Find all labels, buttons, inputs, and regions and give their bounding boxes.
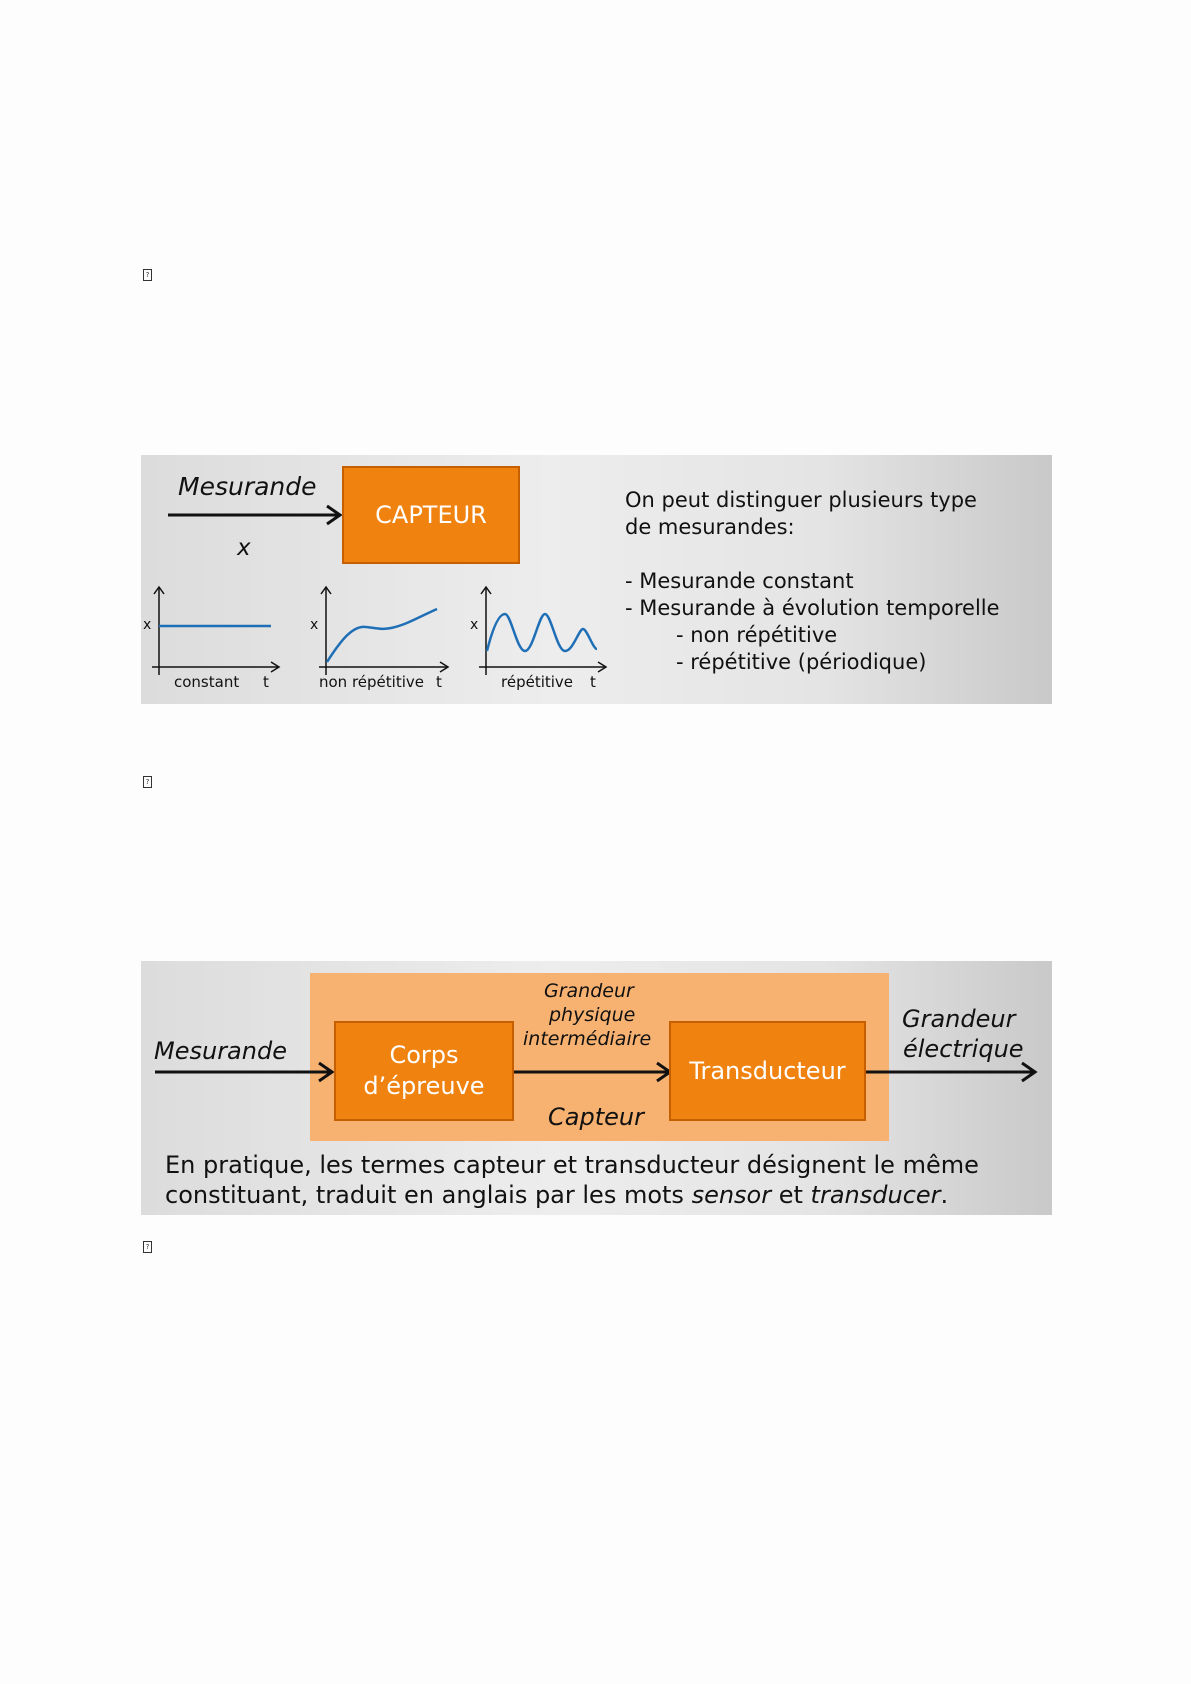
corps-epreuve-box	[334, 1021, 514, 1121]
graph2-t-label: t	[436, 673, 442, 691]
non-repetitive-curve	[327, 609, 437, 662]
transducteur-label: Transducteur	[689, 1057, 846, 1085]
caption-text: constituant, traduit en anglais par les mots	[165, 1181, 692, 1209]
graph-non-repetitive	[319, 587, 448, 675]
mesurande-label: Mesurande	[178, 472, 317, 501]
caption-line-2	[165, 1181, 948, 1209]
capteur-box	[342, 466, 520, 564]
graph1-y-label: x	[143, 617, 152, 633]
caption-sensor: sensor	[691, 1181, 772, 1209]
mesurande-label: Mesurande	[154, 1037, 287, 1065]
placeholder-icon: ?	[143, 1241, 152, 1253]
caption-transducer: transducer	[810, 1181, 941, 1209]
capteur-chain-figure	[141, 961, 1052, 1215]
output-line-1: Grandeur	[902, 1005, 1016, 1033]
caption-et: et	[771, 1181, 811, 1209]
graph1-x-label: constant	[174, 673, 240, 691]
corps-line-2: d’épreuve	[363, 1072, 485, 1100]
graph3-t-label: t	[590, 673, 596, 691]
graph-periodic	[479, 587, 606, 675]
placeholder-icon: ?	[143, 776, 152, 788]
intermediate-line-1: Grandeur	[544, 980, 634, 1002]
mesurande-types-figure	[141, 455, 1052, 704]
capteur-label: Capteur	[548, 1103, 644, 1131]
intro-line-2: de mesurandes:	[625, 515, 795, 539]
list-item: - répétitive (périodique)	[676, 650, 927, 674]
graph3-y-label: x	[470, 617, 479, 633]
output-line-2: électrique	[903, 1035, 1024, 1063]
graph2-y-label: x	[310, 617, 319, 633]
graph3-x-label: répétitive	[501, 673, 574, 691]
variable-x: x	[237, 535, 251, 561]
list-item: - non répétitive	[676, 623, 838, 647]
transducteur-box	[669, 1021, 866, 1121]
caption-end: .	[940, 1181, 949, 1209]
periodic-curve	[487, 614, 597, 651]
placeholder-icon: ?	[143, 269, 152, 281]
intermediate-line-2: physique	[549, 1004, 636, 1026]
corps-line-1: Corps	[389, 1041, 459, 1069]
caption-line-1: En pratique, les termes capteur et transducteur désignent le même	[165, 1151, 979, 1179]
graph1-t-label: t	[263, 673, 269, 691]
capteur-label: CAPTEUR	[375, 501, 487, 529]
intro-line-1: On peut distinguer plusieurs type	[625, 488, 977, 512]
list-item: - Mesurande constant	[625, 569, 854, 593]
intermediate-line-3: intermédiaire	[523, 1028, 652, 1050]
list-item: - Mesurande à évolution temporelle	[625, 596, 1000, 620]
graph-constant	[152, 587, 279, 675]
graph2-x-label: non répétitive	[319, 673, 424, 691]
